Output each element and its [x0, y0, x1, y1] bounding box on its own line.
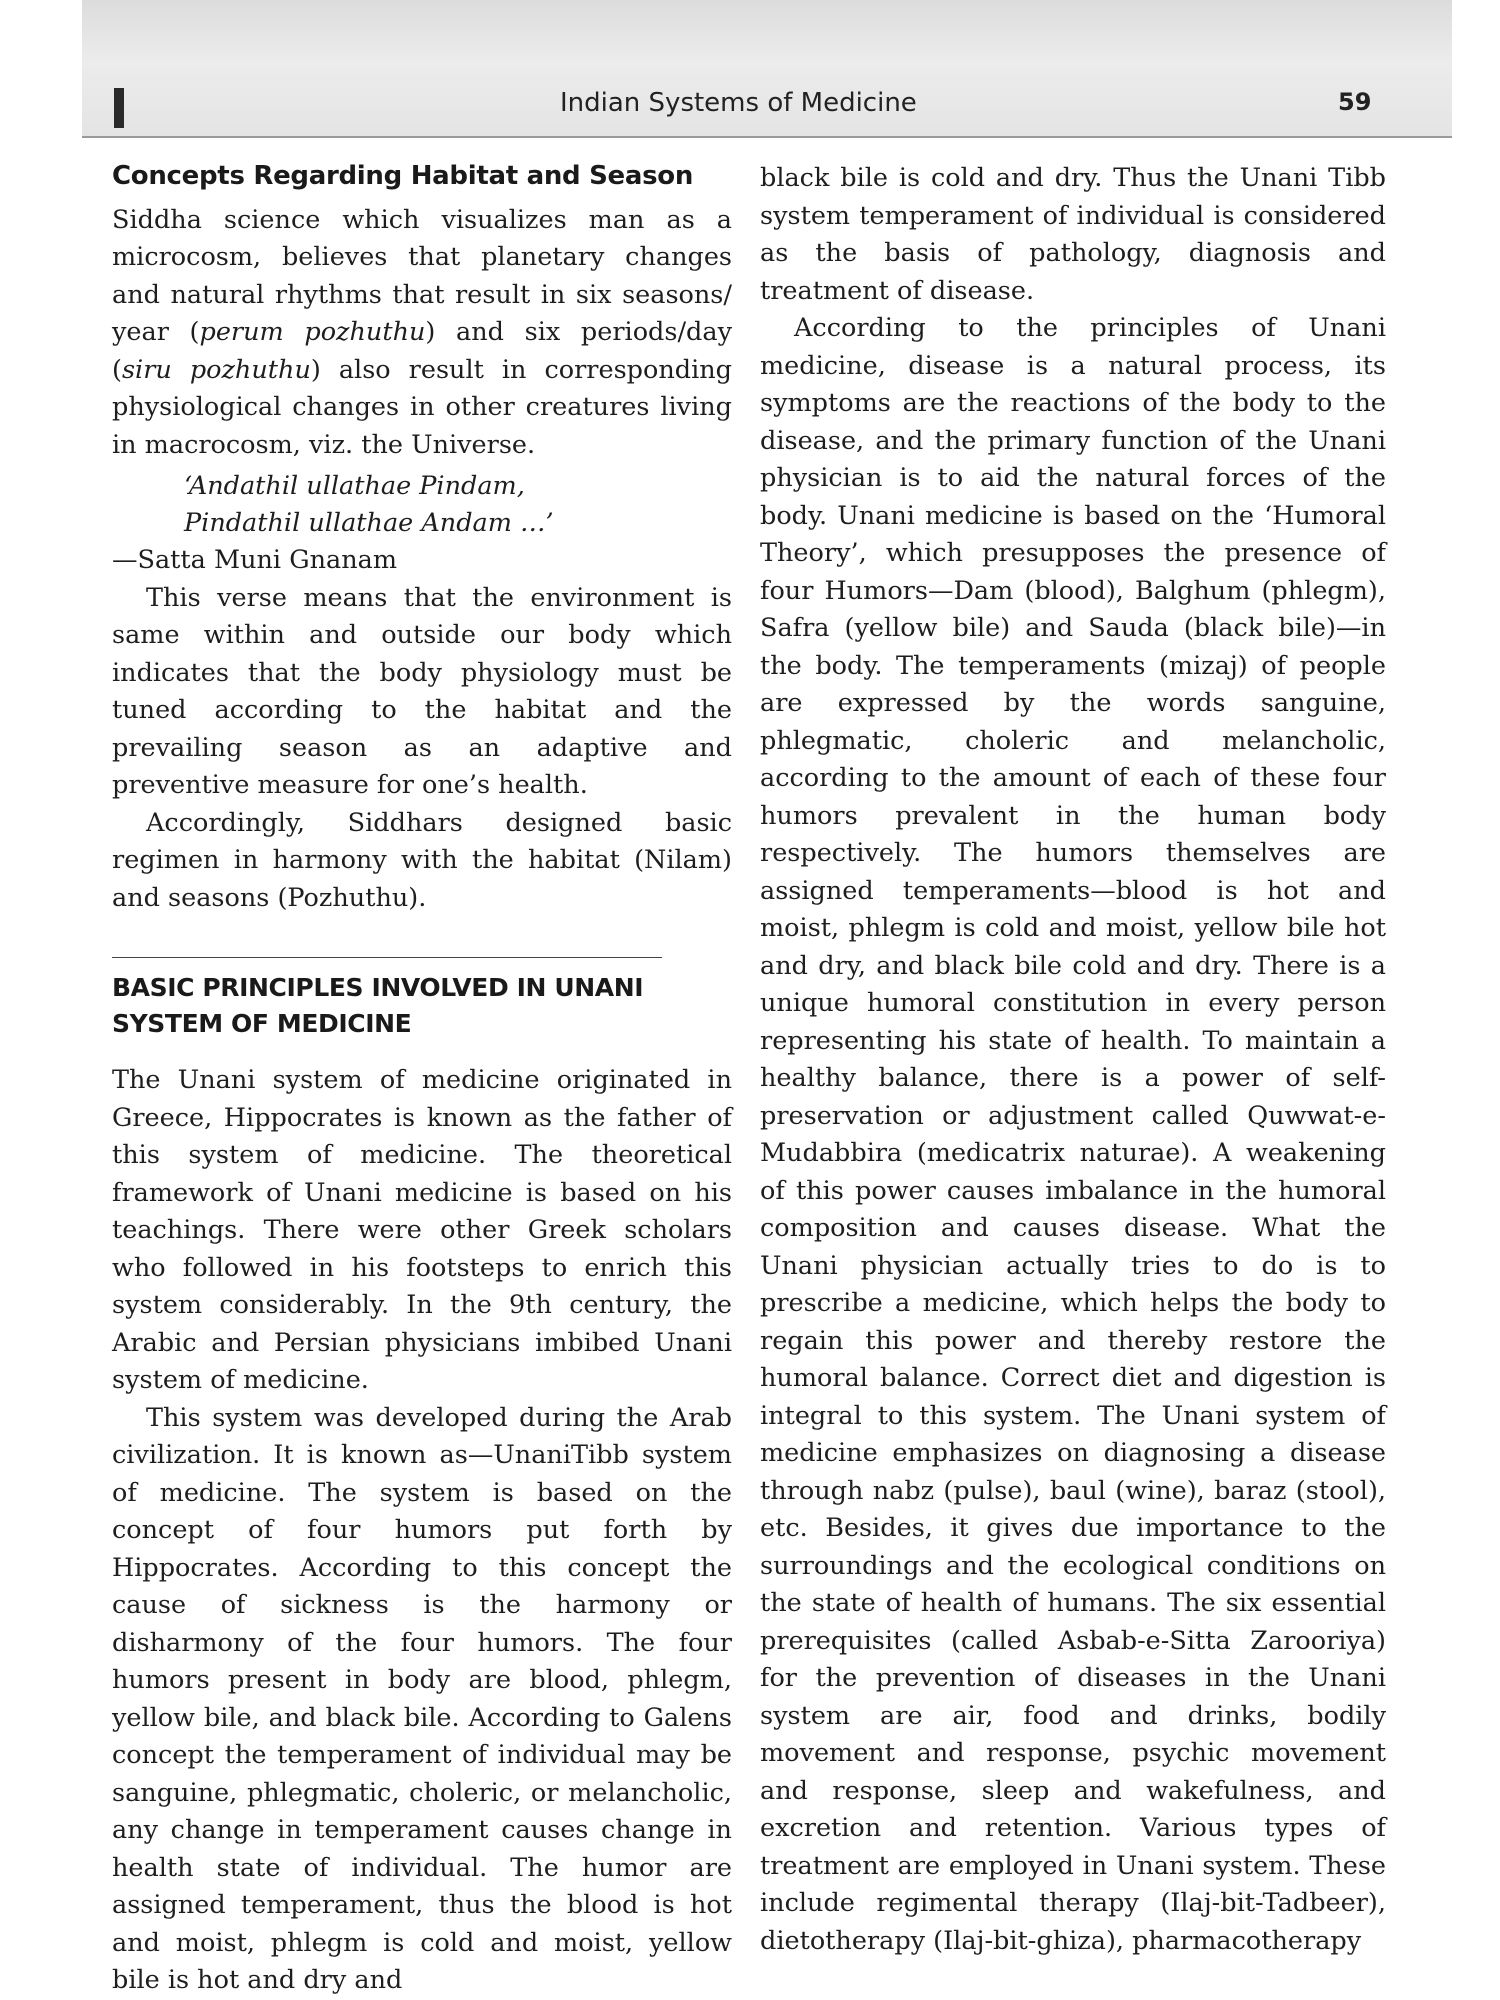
- paragraph: Accordingly, Siddhars designed basic regimen in harmony with the habitat (Nilam) and seasons (Pozhuthu).: [112, 807, 732, 913]
- verse-quote: [184, 468, 732, 542]
- paragraph: black bile is cold and dry. Thus the Unani Tibb system temperament of individual is considered as the basis of pathology, diagnosis and treatment of disease.: [760, 163, 1386, 306]
- header-rule: [82, 136, 1452, 138]
- paragraph: The Unani system of medicine originated in Greece, Hippocrates is known as the father of this system of medicine. The theoretical framework of Unani medicine is based on his teachings. There were other Greek scholars who followed in his footsteps to enrich this system considerably. In the 9th century, the Arabic and Persian physicians imbibed Unani system of medicine.: [112, 1065, 732, 1395]
- section-heading: BASIC PRINCIPLES INVOLVED IN UNANI SYSTEM OF MEDICINE: [112, 973, 644, 1038]
- header-marker: [114, 88, 124, 128]
- paragraph: Siddha science which visualizes man as a microcosm, believes that planetary changes and natural rhythms that result in six seasons/ year (perum pozhuthu) and six periods/day (siru pozhuthu) also result in corresponding physiological changes in other creatures living in macrocosm, viz. the Universe.: [112, 204, 732, 460]
- section-divider: [112, 957, 662, 958]
- verse-line: ‘Andathil ullathae Pindam,: [184, 471, 525, 501]
- right-column: [760, 160, 1386, 1960]
- verse-attribution: —Satta Muni Gnanam: [112, 545, 397, 575]
- subsection-heading: Concepts Regarding Habitat and Season: [112, 161, 694, 191]
- paragraph: This verse means that the environment is same within and outside our body which indicates that the body physiology must be tuned according to the habitat and the prevailing season as an adaptive and preventive measure for one’s health.: [112, 582, 732, 800]
- left-column: [112, 158, 732, 2000]
- running-title: Indian Systems of Medicine: [560, 88, 917, 118]
- paragraph: This system was developed during the Arab civilization. It is known as—UnaniTibb system of medicine. The system is based on the concept of four humors put forth by Hippocrates. According to this concept the cause of sickness is the harmony or disharmony of the four humors. The four humors present in body are blood, phlegm, yellow bile, and black bile. According to Galens concept the temperament of individual may be sanguine, phlegmatic, choleric, or melancholic, any change in temperament causes change in health state of individual. The humor are assigned temperament, thus the blood is hot and moist, phlegm is cold and moist, yellow bile is hot and dry and: [112, 1402, 732, 1995]
- paragraph: According to the principles of Unani medicine, disease is a natural process, its symptoms are the reactions of the body to the disease, and the primary function of the Unani physician is to aid the natural forces of the body. Unani medicine is based on the ‘Humoral Theory’, which presupposes the presence of four Humors—Dam (blood), Balghum (phlegm), Safra (yellow bile) and Sauda (black bile)—in the body. The temperaments (mizaj) of people are expressed by the words sanguine, phlegmatic, choleric and melancholic, according to the amount of each of these four humors prevalent in the human body respectively. The humors themselves are assigned temperaments—blood is hot and moist, phlegm is cold and moist, yellow bile hot and dry, and black bile cold and dry. There is a unique humoral constitution in every person representing his state of health. To maintain a healthy balance, there is a power of self-preservation or adjustment called Quwwat-e-Mudabbira (medicatrix naturae). A weakening of this power causes imbalance in the humoral composition and causes disease. What the Unani physician actually tries to do is to prescribe a medicine, which helps the body to regain this power and thereby restore the humoral balance. Correct diet and digestion is integral to this system. The Unani system of medicine emphasizes on diagnosing a disease through nabz (pulse), baul (wine), baraz (stool), etc. Besides, it gives due importance to the surroundings and the ecological conditions on the state of health of humans. The six essential prerequisites (called Asbab-e-Sitta Zarooriya) for the prevention of diseases in the Unani system are air, food and drinks, bodily movement and response, psychic movement and response, sleep and wakefulness, and excretion and retention. Various types of treatment are employed in Unani system. These include regimental therapy (Ilaj-bit-Tadbeer), dietotherapy (Ilaj-bit-ghiza), pharmacotherapy: [760, 313, 1386, 1956]
- verse-line: Pindathil ullathae Andam …’: [184, 508, 554, 538]
- page-number: 59: [1338, 88, 1372, 116]
